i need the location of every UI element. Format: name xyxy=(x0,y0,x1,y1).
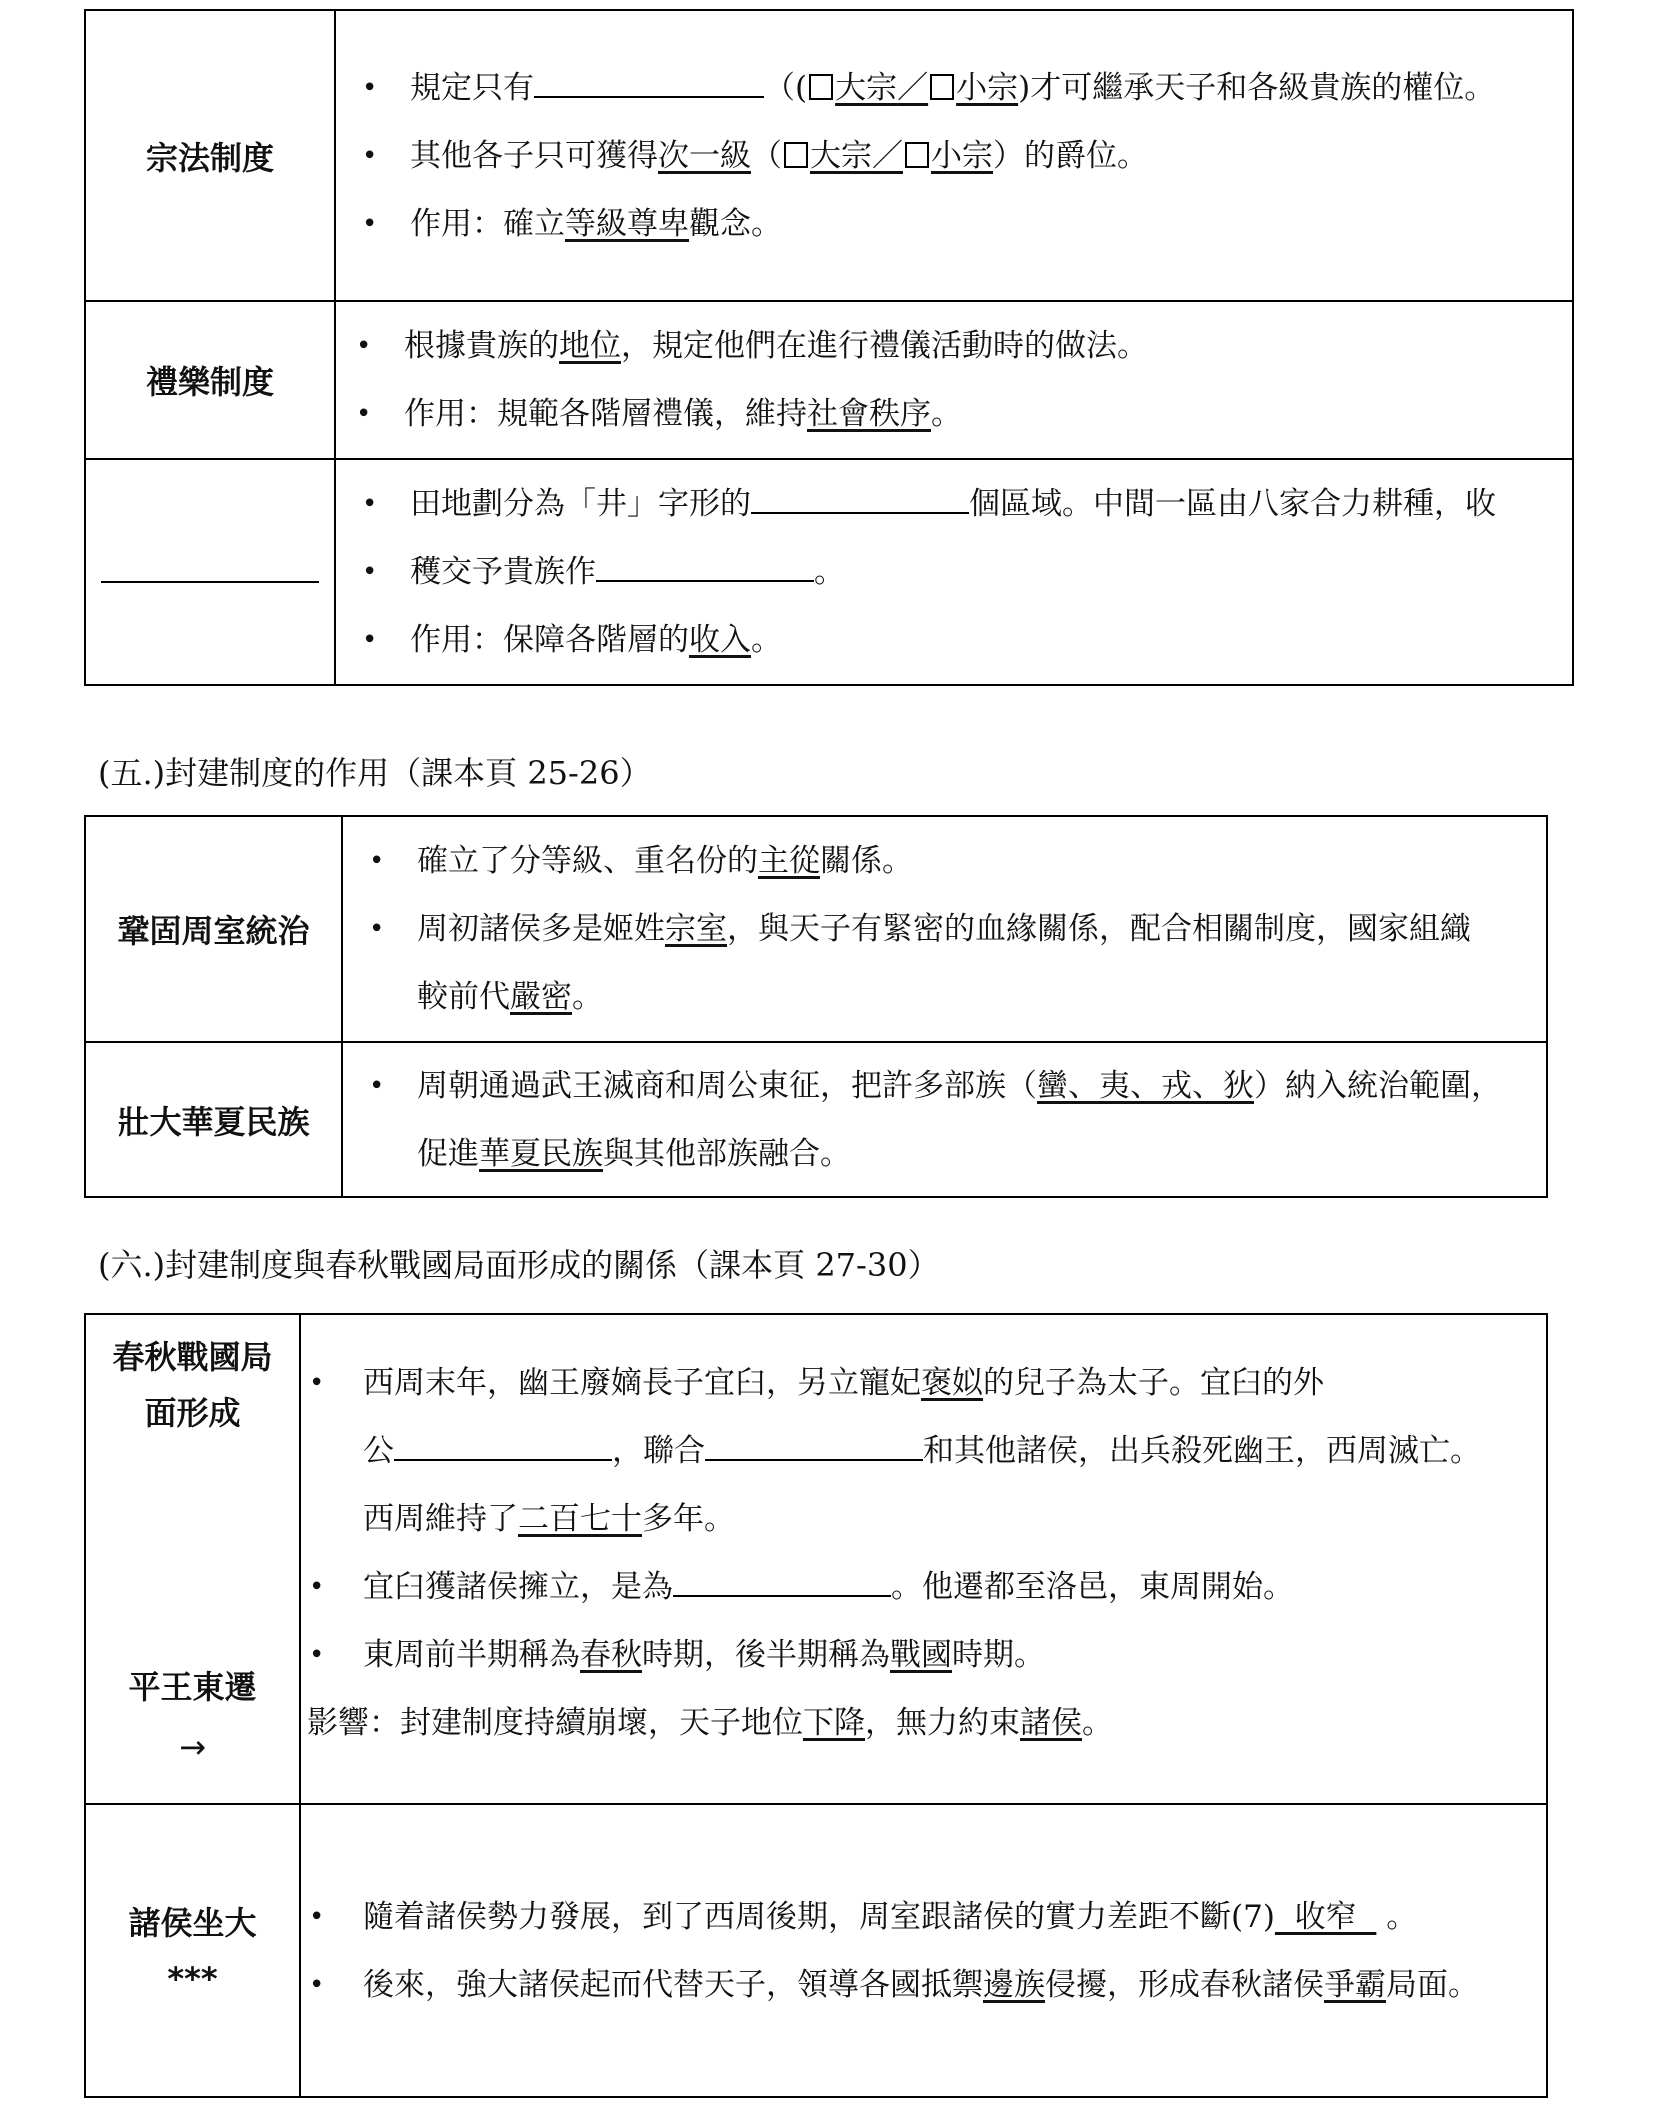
checkbox[interactable] xyxy=(905,142,929,168)
bullet-list xyxy=(367,827,1530,1031)
fill-blank[interactable] xyxy=(705,1431,923,1461)
institutions-table xyxy=(84,9,1574,686)
row-head-eastward-move: 平王東遷 xyxy=(128,1668,257,1706)
row-head-zongfa: 宗法制度 xyxy=(85,10,335,301)
row-head-formation-2: 面形成 xyxy=(144,1394,241,1432)
impact-note: 影響：封建制度持續崩壞，天子地位下降，無力約束諸侯。 xyxy=(307,1705,1113,1741)
row-head-liyue: 禮樂制度 xyxy=(85,301,335,459)
list-item: • 後來，強大諸侯起而代替天子，領導各國抵禦邊族侵擾，形成春秋諸侯爭霸局面。 xyxy=(307,1951,1530,2019)
list-item: • 宜臼獲諸侯擁立，是為 。他遷都至洛邑，東周開始。 xyxy=(307,1553,1530,1621)
bullet-list xyxy=(360,54,1556,258)
fill-blank[interactable] xyxy=(534,68,764,98)
table-row xyxy=(85,301,1573,459)
table-row xyxy=(85,459,1573,685)
list-item: • 規定只有 （( 大宗／ 小宗)才可繼承天子和各級貴族的權位。 xyxy=(360,54,1556,122)
section-title-6: (六.)封建制度與春秋戰國局面形成的關係（課本頁 27-30） xyxy=(98,1246,940,1284)
list-item: • 周朝通過武王滅商和周公東征，把許多部族（蠻、夷、戎、狄）納入統治範圍， xyxy=(367,1052,1530,1120)
list-item: • 根據貴族的地位，規定他們在進行禮儀活動時的做法。 xyxy=(354,312,1556,380)
list-item: • 東周前半期稱為春秋時期，後半期稱為戰國時期。 xyxy=(307,1621,1530,1689)
list-item: • 作用：保障各階層的收入。 xyxy=(360,606,1556,674)
row-head-vassals-rise: 諸侯坐大 xyxy=(128,1903,257,1942)
bullet-list xyxy=(307,1349,1530,1689)
checkbox[interactable] xyxy=(809,74,833,100)
fill-blank-system-name[interactable] xyxy=(101,553,319,583)
fill-blank[interactable] xyxy=(673,1567,891,1597)
list-item: • 確立了分等級、重名份的主從關係。 xyxy=(367,827,1530,895)
bullet-list xyxy=(307,1883,1530,2019)
row-head-strengthen: 壯大華夏民族 xyxy=(85,1042,342,1197)
checkbox[interactable] xyxy=(930,74,954,100)
arrow-icon: → xyxy=(179,1728,206,1766)
stars-mark: *** xyxy=(167,1959,218,1998)
list-item: • 隨着諸侯勢力發展，到了西周後期，周室跟諸侯的實力差距不斷(7) 收窄 。 xyxy=(307,1883,1530,1951)
list-item: • 田地劃分為「井」字形的 個區域。中間一區由八家合力耕種，收 xyxy=(360,470,1556,538)
row-head-formation: 春秋戰國局 xyxy=(112,1338,273,1376)
bullet-list xyxy=(360,470,1556,674)
table-row xyxy=(85,1314,1547,1804)
spring-autumn-table xyxy=(84,1313,1548,2098)
list-item: 較前代嚴密。 xyxy=(417,979,603,1015)
list-item: • 穫交予貴族作 。 xyxy=(360,538,1556,606)
fill-blank[interactable] xyxy=(596,552,814,582)
table-row xyxy=(85,1042,1547,1197)
table-row xyxy=(85,10,1573,301)
list-item: • 西周末年，幽王廢嫡長子宜臼，另立寵妃褒姒的兒子為太子。宜臼的外 xyxy=(307,1349,1530,1417)
bullet-list xyxy=(367,1052,1530,1188)
checkbox[interactable] xyxy=(784,142,808,168)
list-item: • 作用：確立等級尊卑觀念。 xyxy=(360,190,1556,258)
fill-blank[interactable] xyxy=(751,484,969,514)
row-head-consolidate: 鞏固周室統治 xyxy=(85,816,342,1042)
section-title-5: (五.)封建制度的作用（課本頁 25-26） xyxy=(98,754,652,792)
list-item: 西周維持了二百七十多年。 xyxy=(363,1501,735,1537)
list-item: 公 ，聯合 和其他諸侯，出兵殺死幽王，西周滅亡。 xyxy=(363,1433,1481,1469)
list-item: • 周初諸侯多是姬姓宗室，與天子有緊密的血緣關係，配合相關制度，國家組織 xyxy=(367,895,1530,963)
list-item: 促進華夏民族與其他部族融合。 xyxy=(417,1135,851,1172)
list-item: • 其他各子只可獲得次一級（ 大宗／ 小宗）的爵位。 xyxy=(360,122,1556,190)
table-row xyxy=(85,1804,1547,2097)
effects-table xyxy=(84,815,1548,1198)
bullet-list xyxy=(354,312,1556,448)
fill-blank[interactable] xyxy=(394,1431,612,1461)
table-row xyxy=(85,816,1547,1042)
list-item: • 作用：規範各階層禮儀，維持社會秩序。 xyxy=(354,380,1556,448)
